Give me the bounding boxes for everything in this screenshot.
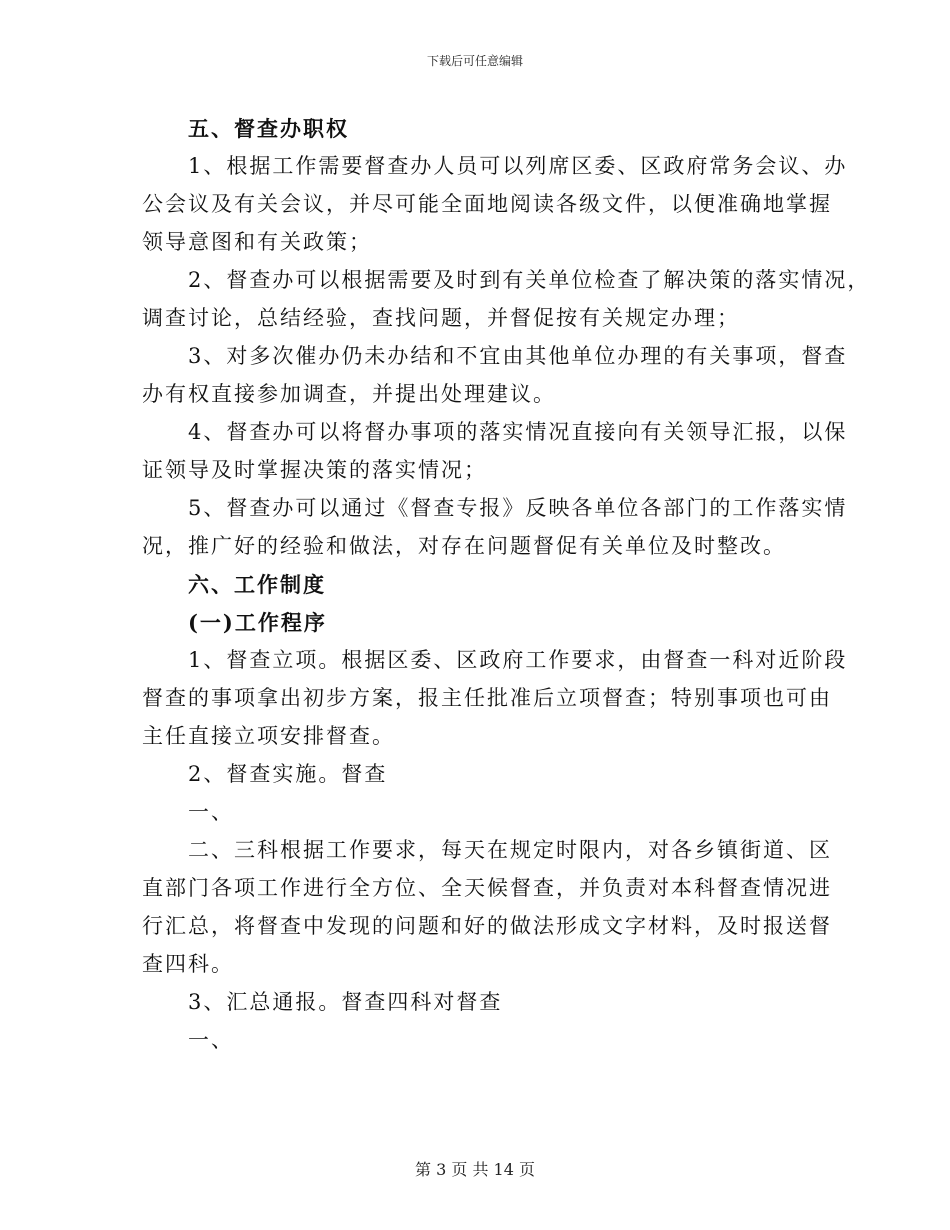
paragraph-line: 4、督查办可以将督办事项的落实情况直接向有关领导汇报，以保 [188,420,848,444]
paragraph-line: 领导意图和有关政策； [142,230,372,254]
paragraph-line: 2、督查办可以根据需要及时到有关单位检查了解决策的落实情况， [188,268,871,292]
paragraph-line: 办有权直接参加调查，并提出处理建议。 [142,382,556,406]
paragraph-line: 证领导及时掌握决策的落实情况； [142,458,487,482]
section-heading: 五、督查办职权 [188,116,349,141]
subsection-heading: (一)工作程序 [188,610,327,635]
paragraph-line: 督查的事项拿出初步方案，报主任批准后立项督查；特别事项也可由 [142,686,832,710]
header-note: 下载后可任意编辑 [426,54,523,68]
paragraph-line: 5、督查办可以通过《督查专报》反映各单位各部门的工作落实情 [188,496,848,520]
paragraph-line: 主任直接立项安排督查。 [142,724,395,748]
paragraph-line: 1、督查立项。根据区委、区政府工作要求，由督查一科对近阶段 [188,648,848,672]
section-heading: 六、工作制度 [188,572,326,597]
paragraph-line: 1、根据工作需要督查办人员可以列席区委、区政府常务会议、办 [188,154,848,178]
paragraph-line: 公会议及有关会议，并尽可能全面地阅读各级文件，以便准确地掌握 [142,192,832,216]
paragraph-line: 况，推广好的经验和做法，对存在问题督促有关单位及时整改。 [142,534,786,558]
paragraph-line: 一、 [188,1028,234,1052]
page-number: 第 3 页 共 14 页 [415,1160,535,1179]
paragraph-line: 查四科。 [142,952,234,976]
paragraph-line: 2、督查实施。督查 [188,762,388,786]
paragraph-line: 3、对多次催办仍未办结和不宜由其他单位办理的有关事项，督查 [188,344,848,368]
paragraph-line: 一、 [188,800,234,824]
paragraph-line: 行汇总，将督查中发现的问题和好的做法形成文字材料，及时报送督 [142,914,832,938]
paragraph-line: 调查讨论，总结经验，查找问题，并督促按有关规定办理； [142,306,740,330]
paragraph-line: 二、三科根据工作要求，每天在规定时限内，对各乡镇街道、区 [188,838,832,862]
paragraph-line: 3、汇总通报。督查四科对督查 [188,990,503,1014]
paragraph-line: 直部门各项工作进行全方位、全天候督查，并负责对本科督查情况进 [142,876,832,900]
